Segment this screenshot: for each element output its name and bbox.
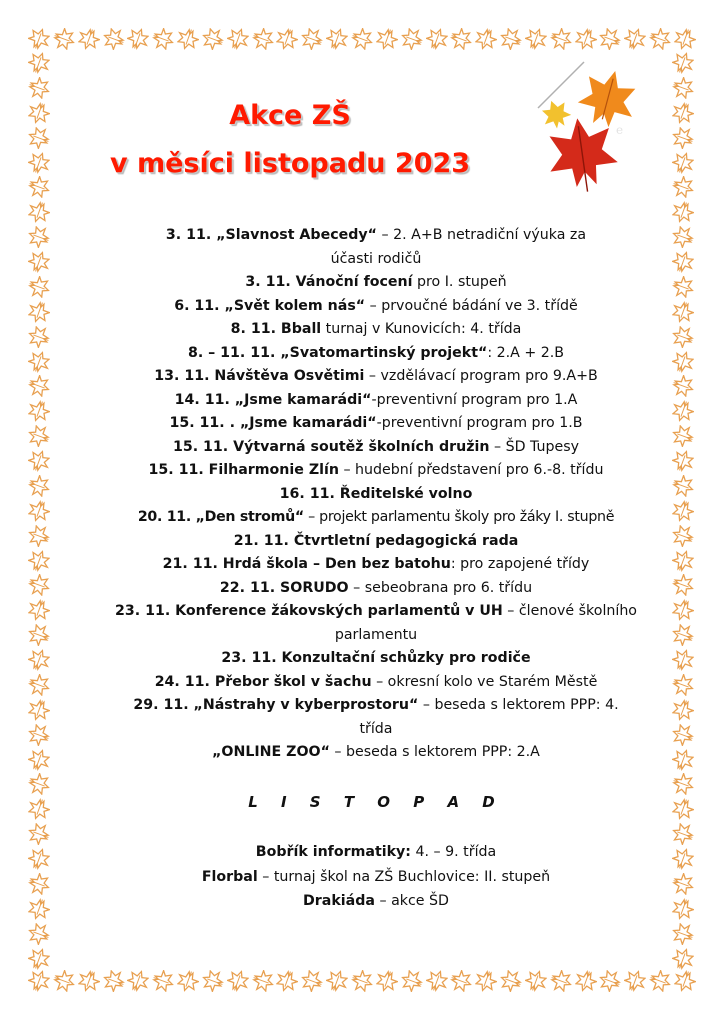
maple-leaf-icon bbox=[28, 948, 50, 970]
red-leaf-icon bbox=[544, 114, 622, 196]
maple-leaf-icon bbox=[672, 301, 694, 323]
event-item: 15. 11. . „Jsme kamarádi“-preventivní program pro 1.B bbox=[169, 415, 583, 431]
maple-leaf-icon bbox=[550, 28, 572, 50]
event-item: 21. 11. Hrdá škola – Den bez batohu: pro zapojené třídy bbox=[162, 556, 590, 572]
event-item: 24. 11. Přebor škol v šachu – okresní kolo ve Starém Městě bbox=[154, 673, 598, 690]
maple-leaf-icon bbox=[28, 201, 50, 223]
autumn-leaves-icon bbox=[520, 56, 650, 196]
maple-leaf-icon bbox=[28, 425, 50, 447]
maple-leaf-icon bbox=[28, 102, 50, 124]
maple-leaf-icon bbox=[624, 28, 646, 50]
maple-leaf-icon bbox=[103, 970, 125, 992]
maple-leaf-icon bbox=[28, 599, 50, 621]
maple-leaf-icon bbox=[672, 326, 694, 348]
maple-leaf-icon bbox=[227, 970, 249, 992]
maple-leaf-icon bbox=[28, 226, 50, 248]
month-event-list bbox=[100, 840, 652, 914]
maple-leaf-icon bbox=[672, 450, 694, 472]
maple-leaf-icon bbox=[202, 28, 224, 50]
maple-leaf-icon bbox=[672, 201, 694, 223]
maple-leaf-icon bbox=[672, 400, 694, 422]
maple-leaf-icon bbox=[672, 276, 694, 298]
maple-leaf-icon bbox=[152, 970, 174, 992]
maple-leaf-icon bbox=[672, 475, 694, 497]
maple-leaf-icon bbox=[252, 970, 274, 992]
event-item: 3. 11. Vánoční focení pro I. stupeň bbox=[245, 274, 507, 290]
maple-leaf-icon bbox=[672, 226, 694, 248]
maple-leaf-icon bbox=[401, 28, 423, 50]
maple-leaf-icon bbox=[28, 970, 50, 992]
maple-leaf-icon bbox=[672, 749, 694, 771]
maple-leaf-icon bbox=[376, 28, 398, 50]
maple-leaf-icon bbox=[301, 970, 323, 992]
maple-leaf-icon bbox=[252, 28, 274, 50]
maple-leaf-icon bbox=[672, 52, 694, 74]
maple-leaf-icon bbox=[672, 624, 694, 646]
maple-leaf-icon bbox=[78, 28, 100, 50]
maple-leaf-icon bbox=[672, 674, 694, 696]
maple-leaf-icon bbox=[28, 351, 50, 373]
maple-leaf-icon bbox=[401, 970, 423, 992]
maple-leaf-icon bbox=[28, 77, 50, 99]
title-line-2: v měsíci listopadu 2023 bbox=[109, 148, 471, 179]
maple-leaf-icon bbox=[672, 649, 694, 671]
event-item: 20. 11. „Den stromů“ – projekt parlamentu školy pro žáky I. stupně bbox=[137, 509, 615, 525]
event-item: 22. 11. SORUDO – sebeobrana pro 6. třídu bbox=[219, 579, 533, 596]
maple-leaf-icon bbox=[177, 28, 199, 50]
maple-leaf-icon bbox=[575, 28, 597, 50]
maple-leaf-icon bbox=[672, 500, 694, 522]
maple-leaf-icon bbox=[672, 425, 694, 447]
event-item: 15. 11. Výtvarná soutěž školních družin – ŠD Tupesy bbox=[172, 438, 580, 455]
maple-leaf-icon bbox=[301, 28, 323, 50]
maple-leaf-icon bbox=[28, 550, 50, 572]
maple-leaf-icon bbox=[672, 724, 694, 746]
event-item: 13. 11. Návštěva Osvětimi – vzdělávací program pro 9.A+B bbox=[154, 368, 598, 384]
event-item: 23. 11. Konzultační schůzky pro rodiče bbox=[221, 650, 531, 666]
maple-leaf-icon bbox=[28, 326, 50, 348]
maple-leaf-icon bbox=[500, 28, 522, 50]
maple-leaf-icon bbox=[575, 970, 597, 992]
maple-leaf-icon bbox=[326, 970, 348, 992]
maple-leaf-icon bbox=[28, 28, 50, 50]
maple-leaf-icon bbox=[672, 375, 694, 397]
event-item: 6. 11. „Svět kolem nás“ – prvoučné bádání ve 3. třídě bbox=[174, 297, 578, 314]
event-item: 15. 11. Filharmonie Zlín – hudební představení pro 6.-8. třídu bbox=[148, 462, 604, 478]
maple-leaf-icon bbox=[227, 28, 249, 50]
maple-leaf-icon bbox=[28, 649, 50, 671]
maple-leaf-icon bbox=[78, 970, 100, 992]
month-event-item: Drakiáda – akce ŠD bbox=[303, 893, 449, 909]
yellow-leaf-icon bbox=[538, 96, 574, 132]
maple-leaf-icon bbox=[599, 28, 621, 50]
maple-leaf-icon bbox=[28, 674, 50, 696]
maple-leaf-icon bbox=[672, 773, 694, 795]
maple-leaf-icon bbox=[276, 28, 298, 50]
maple-leaf-icon bbox=[351, 970, 373, 992]
maple-leaf-icon bbox=[672, 127, 694, 149]
event-item: 29. 11. „Nástrahy v kyberprostoru“ – beseda s lektorem PPP: 4. třída bbox=[133, 697, 619, 737]
maple-leaf-icon bbox=[326, 28, 348, 50]
leaf-border-bottom bbox=[28, 970, 696, 994]
event-item: 3. 11. „Slavnost Abecedy“ – 2. A+B netradiční výuka za účasti rodičů bbox=[165, 227, 587, 267]
maple-leaf-icon bbox=[28, 699, 50, 721]
leaf-border-right bbox=[672, 52, 696, 970]
maple-leaf-icon bbox=[28, 301, 50, 323]
maple-leaf-icon bbox=[28, 898, 50, 920]
maple-leaf-icon bbox=[649, 970, 671, 992]
page-title bbox=[100, 92, 480, 188]
maple-leaf-icon bbox=[624, 970, 646, 992]
maple-leaf-icon bbox=[53, 28, 75, 50]
maple-leaf-icon bbox=[550, 970, 572, 992]
maple-leaf-icon bbox=[28, 375, 50, 397]
maple-leaf-icon bbox=[672, 898, 694, 920]
maple-leaf-icon bbox=[28, 773, 50, 795]
event-item: 14. 11. „Jsme kamarádi“-preventivní program pro 1.A bbox=[174, 391, 578, 408]
maple-leaf-icon bbox=[672, 351, 694, 373]
maple-leaf-icon bbox=[28, 127, 50, 149]
maple-leaf-icon bbox=[500, 970, 522, 992]
maple-leaf-icon bbox=[525, 970, 547, 992]
maple-leaf-icon bbox=[28, 724, 50, 746]
maple-leaf-icon bbox=[672, 699, 694, 721]
maple-leaf-icon bbox=[426, 970, 448, 992]
maple-leaf-icon bbox=[127, 28, 149, 50]
maple-leaf-icon bbox=[152, 28, 174, 50]
orange-leaf-icon bbox=[574, 64, 643, 133]
maple-leaf-icon bbox=[672, 77, 694, 99]
maple-leaf-icon bbox=[376, 970, 398, 992]
event-item: „ONLINE ZOO“ – beseda s lektorem PPP: 2.A bbox=[212, 744, 540, 760]
maple-leaf-icon bbox=[28, 923, 50, 945]
maple-leaf-icon bbox=[28, 624, 50, 646]
leaf-border-left bbox=[28, 52, 52, 970]
month-event-item: Florbal – turnaj škol na ZŠ Buchlovice: II. stupeň bbox=[201, 868, 551, 885]
maple-leaf-icon bbox=[351, 28, 373, 50]
maple-leaf-icon bbox=[177, 970, 199, 992]
event-item: 16. 11. Ředitelské volno bbox=[279, 485, 473, 502]
maple-leaf-icon bbox=[28, 400, 50, 422]
maple-leaf-icon bbox=[28, 152, 50, 174]
maple-leaf-icon bbox=[28, 798, 50, 820]
maple-leaf-icon bbox=[28, 848, 50, 870]
maple-leaf-icon bbox=[672, 152, 694, 174]
maple-leaf-icon bbox=[28, 873, 50, 895]
maple-leaf-icon bbox=[53, 970, 75, 992]
twig-line bbox=[538, 62, 584, 108]
maple-leaf-icon bbox=[525, 28, 547, 50]
maple-leaf-icon bbox=[672, 848, 694, 870]
maple-leaf-icon bbox=[28, 276, 50, 298]
maple-leaf-icon bbox=[127, 970, 149, 992]
maple-leaf-icon bbox=[103, 28, 125, 50]
event-item: 21. 11. Čtvrtletní pedagogická rada bbox=[233, 532, 519, 549]
maple-leaf-icon bbox=[28, 450, 50, 472]
month-heading: L I S T O P A D bbox=[248, 792, 504, 811]
maple-leaf-icon bbox=[599, 970, 621, 992]
maple-leaf-icon bbox=[28, 475, 50, 497]
maple-leaf-icon bbox=[672, 823, 694, 845]
title-line-1: Akce ZŠ bbox=[229, 100, 351, 131]
maple-leaf-icon bbox=[28, 823, 50, 845]
maple-leaf-icon bbox=[28, 525, 50, 547]
maple-leaf-icon bbox=[28, 500, 50, 522]
maple-leaf-icon bbox=[28, 574, 50, 596]
maple-leaf-icon bbox=[28, 251, 50, 273]
maple-leaf-icon bbox=[202, 970, 224, 992]
maple-leaf-icon bbox=[450, 28, 472, 50]
maple-leaf-icon bbox=[450, 970, 472, 992]
leaf-border-top bbox=[28, 28, 696, 52]
maple-leaf-icon bbox=[28, 176, 50, 198]
maple-leaf-icon bbox=[672, 948, 694, 970]
event-item: 8. – 11. 11. „Svatomartinský projekt“: 2.A + 2.B bbox=[187, 344, 565, 361]
maple-leaf-icon bbox=[649, 28, 671, 50]
maple-leaf-icon bbox=[475, 28, 497, 50]
maple-leaf-icon bbox=[672, 102, 694, 124]
maple-leaf-icon bbox=[672, 550, 694, 572]
maple-leaf-icon bbox=[674, 28, 696, 50]
maple-leaf-icon bbox=[672, 923, 694, 945]
maple-leaf-icon bbox=[672, 599, 694, 621]
maple-leaf-icon bbox=[672, 798, 694, 820]
faint-letter: e bbox=[616, 123, 624, 137]
maple-leaf-icon bbox=[475, 970, 497, 992]
maple-leaf-icon bbox=[672, 525, 694, 547]
maple-leaf-icon bbox=[674, 970, 696, 992]
maple-leaf-icon bbox=[672, 574, 694, 596]
month-event-item: Bobřík informatiky: 4. – 9. třída bbox=[255, 844, 497, 860]
maple-leaf-icon bbox=[28, 52, 50, 74]
event-item: 8. 11. Bball turnaj v Kunovicích: 4. třída bbox=[230, 321, 522, 337]
maple-leaf-icon bbox=[672, 176, 694, 198]
maple-leaf-icon bbox=[276, 970, 298, 992]
maple-leaf-icon bbox=[672, 873, 694, 895]
event-item: 23. 11. Konference žákovských parlamentů v UH – členové školního parlamentu bbox=[115, 603, 637, 643]
event-list bbox=[100, 224, 652, 914]
maple-leaf-icon bbox=[426, 28, 448, 50]
maple-leaf-icon bbox=[28, 749, 50, 771]
maple-leaf-icon bbox=[672, 251, 694, 273]
